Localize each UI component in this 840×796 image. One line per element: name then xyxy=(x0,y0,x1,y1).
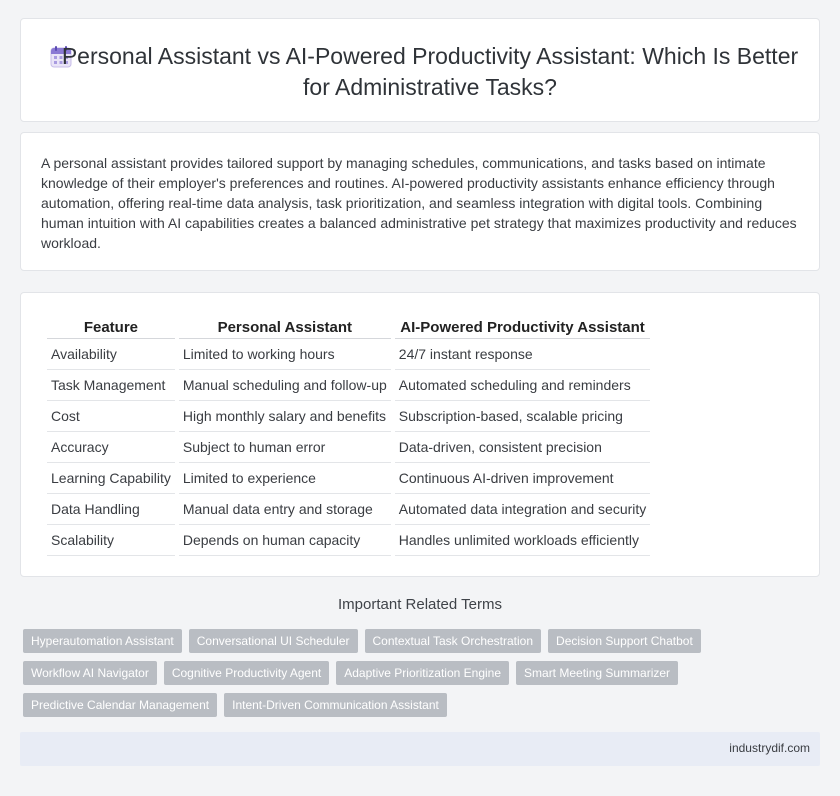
related-term-tag[interactable]: Hyperautomation Assistant xyxy=(23,629,182,653)
header-card xyxy=(20,18,820,122)
table-cell: Data-driven, consistent precision xyxy=(395,432,651,463)
table-cell: Depends on human capacity xyxy=(179,525,391,556)
related-term-tag[interactable]: Intent-Driven Communication Assistant xyxy=(224,693,447,717)
table-cell: Handles unlimited workloads efficiently xyxy=(395,525,651,556)
table-cell: Data Handling xyxy=(47,494,175,525)
comparison-card xyxy=(20,292,820,577)
related-term-tag[interactable]: Workflow AI Navigator xyxy=(23,661,157,685)
column-header: AI-Powered Productivity Assistant xyxy=(395,315,651,339)
related-terms-title: Important Related Terms xyxy=(338,596,502,613)
table-cell: Manual data entry and storage xyxy=(179,494,391,525)
table-cell: Automated scheduling and reminders xyxy=(395,370,651,401)
related-term-tag[interactable]: Adaptive Prioritization Engine xyxy=(336,661,509,685)
footer xyxy=(20,732,820,766)
table-cell: Accuracy xyxy=(47,432,175,463)
comparison-table xyxy=(43,315,654,556)
table-cell: High monthly salary and benefits xyxy=(179,401,391,432)
table-row xyxy=(47,525,650,556)
table-cell: Continuous AI-driven improvement xyxy=(395,463,651,494)
column-header: Feature xyxy=(47,315,175,339)
table-cell: Availability xyxy=(47,339,175,370)
table-row xyxy=(47,432,650,463)
related-term-tag[interactable]: Predictive Calendar Management xyxy=(23,693,217,717)
table-cell: Manual scheduling and follow-up xyxy=(179,370,391,401)
table-cell: Automated data integration and security xyxy=(395,494,651,525)
table-row xyxy=(47,401,650,432)
footer-site-link[interactable]: industrydif.com xyxy=(729,741,810,755)
table-row xyxy=(47,463,650,494)
related-term-tag[interactable]: Conversational UI Scheduler xyxy=(189,629,358,653)
page-title: Personal Assistant vs AI-Powered Productivity Assistant: Which Is Better for Administrative Tasks? xyxy=(61,43,799,100)
table-cell: Scalability xyxy=(47,525,175,556)
table-row xyxy=(47,494,650,525)
related-terms-list xyxy=(23,629,723,717)
related-term-tag[interactable]: Cognitive Productivity Agent xyxy=(164,661,329,685)
table-cell: Learning Capability xyxy=(47,463,175,494)
related-term-tag[interactable]: Smart Meeting Summarizer xyxy=(516,661,678,685)
table-cell: Limited to working hours xyxy=(179,339,391,370)
table-cell: Task Management xyxy=(47,370,175,401)
related-term-tag[interactable]: Contextual Task Orchestration xyxy=(365,629,542,653)
table-row xyxy=(47,370,650,401)
column-header: Personal Assistant xyxy=(179,315,391,339)
table-row xyxy=(47,339,650,370)
table-cell: 24/7 instant response xyxy=(395,339,651,370)
table-cell: Subscription-based, scalable pricing xyxy=(395,401,651,432)
intro-paragraph: A personal assistant provides tailored support by managing schedules, communications, and tasks based on intimate knowledge of their employer's preferences and routines. AI-powered productivity assistants enhance efficiency through automation, offering real-time data analysis, task prioritization, and seamless integration with digital tools. Combining human intuition with AI capabilities creates a balanced administrative pet strategy that maximizes productivity and reduces workload. xyxy=(41,155,797,251)
table-cell: Subject to human error xyxy=(179,432,391,463)
table-cell: Limited to experience xyxy=(179,463,391,494)
table-header-row xyxy=(47,315,650,339)
table-cell: Cost xyxy=(47,401,175,432)
intro-card xyxy=(20,132,820,271)
related-term-tag[interactable]: Decision Support Chatbot xyxy=(548,629,701,653)
